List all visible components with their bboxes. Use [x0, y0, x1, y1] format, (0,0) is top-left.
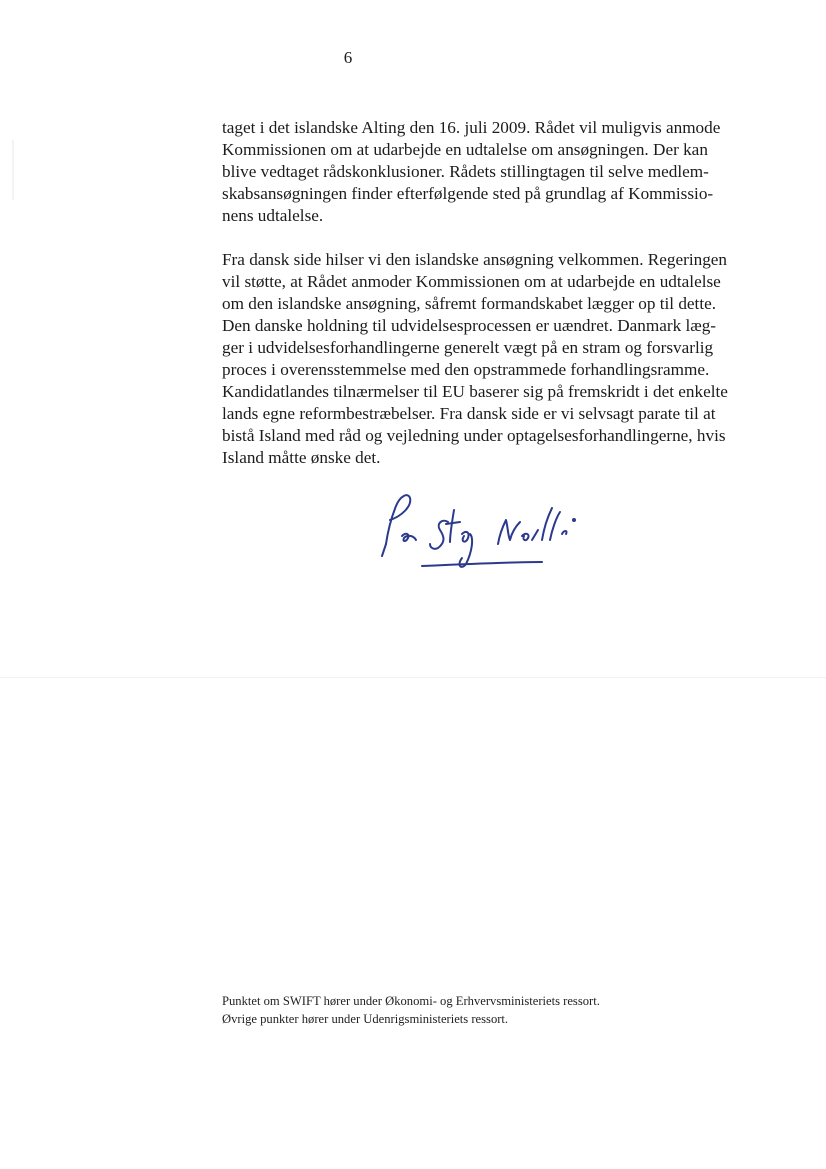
text-line: Kandidatlandes tilnærmelser til EU baserer sig på fremskridt i det enkelte	[222, 382, 728, 401]
letter-body	[222, 117, 752, 469]
signature-underline	[422, 562, 542, 566]
text-line: vil støtte, at Rådet anmoder Kommissionen om at udarbejde en udtalelse	[222, 272, 721, 291]
text-line: Kommissionen om at udarbejde en udtalelse om ansøgningen. Der kan	[222, 140, 708, 159]
text-line: Fra dansk side hilser vi den islandske ansøgning velkommen. Regeringen	[222, 250, 728, 269]
text-line: ger i udvidelsesforhandlingerne generelt vægt på en stram og forsvarlig	[222, 338, 714, 357]
paragraph-1	[222, 117, 752, 227]
footnote-line: Punktet om SWIFT hører under Økonomi- og Erhvervsministeriets ressort.	[222, 994, 600, 1008]
text-line: nens udtalelse.	[222, 206, 324, 225]
text-line: Island måtte ønske det.	[222, 448, 381, 467]
text-line: lands egne reformbestræbelser. Fra dansk side er vi selvsagt parate til at	[222, 404, 716, 423]
handwritten-signature	[366, 482, 586, 582]
text-line: Den danske holdning til udvidelsesprocessen er uændret. Danmark læg-	[222, 316, 717, 335]
signature-strokes	[382, 495, 575, 567]
scan-margin-mark	[12, 140, 14, 200]
text-line: bistå Island med råd og vejledning under optagelsesforhandlingerne, hvis	[222, 426, 726, 445]
footnote	[222, 992, 600, 1028]
text-line: blive vedtaget rådskonklusioner. Rådets stillingtagen til selve medlem-	[222, 162, 709, 181]
paragraph-2	[222, 249, 752, 469]
footnote-line: Øvrige punkter hører under Udenrigsministeriets ressort.	[222, 1012, 509, 1026]
text-line: taget i det islandske Alting den 16. juli 2009. Rådet vil muligvis anmode	[222, 118, 721, 137]
text-line: proces i overensstemmelse med den opstrammede forhandlingsramme.	[222, 360, 710, 379]
page-number: 6	[343, 48, 353, 67]
text-line: om den islandske ansøgning, såfremt formandskabet lægger op til dette.	[222, 294, 717, 313]
scan-fold-line	[0, 677, 826, 678]
text-line: skabsansøgningen finder efterfølgende sted på grundlag af Kommissio-	[222, 184, 714, 203]
